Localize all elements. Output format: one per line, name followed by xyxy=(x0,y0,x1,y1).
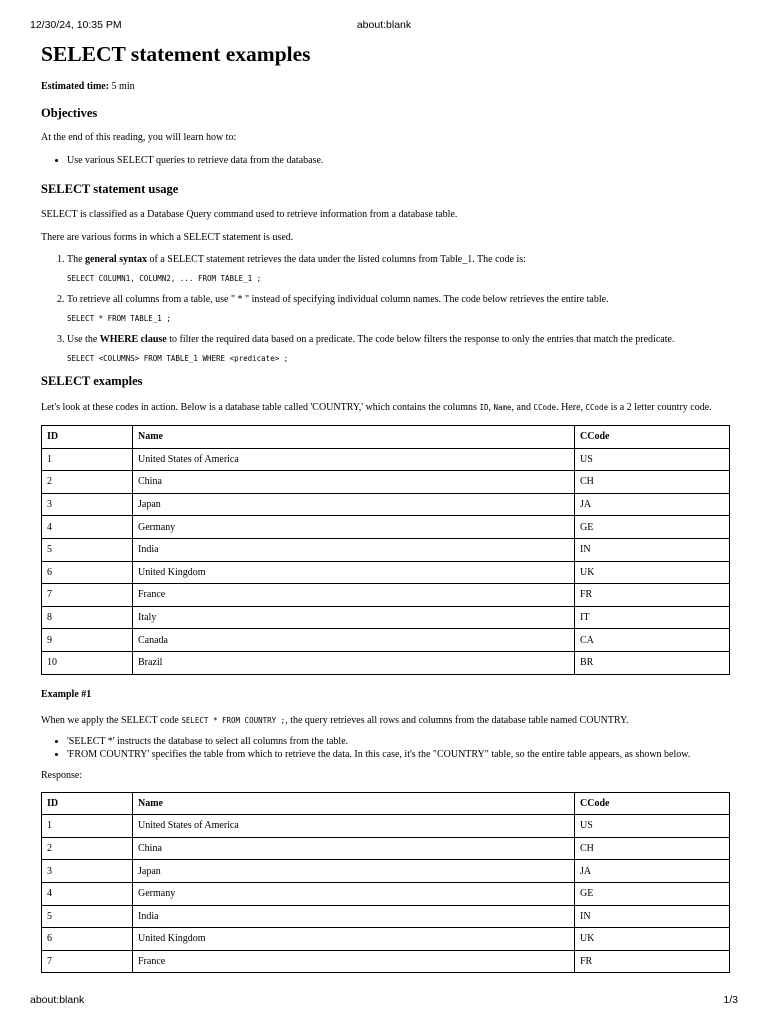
table-row xyxy=(42,516,730,539)
cell-name: India xyxy=(133,538,575,561)
cell-ccode: CH xyxy=(575,471,730,494)
cell-id: 7 xyxy=(42,584,133,607)
cell-ccode: GE xyxy=(575,882,730,905)
page-number: 1/3 xyxy=(723,994,738,1006)
table-row xyxy=(42,905,730,928)
estimated-time-value: 5 min xyxy=(109,81,135,92)
examples-heading: SELECT examples xyxy=(41,374,143,388)
table-row xyxy=(42,493,730,516)
intro-text: , xyxy=(488,402,494,413)
cell-name: Italy xyxy=(133,606,575,629)
cell-ccode: CA xyxy=(575,629,730,652)
cell-ccode: JA xyxy=(575,860,730,883)
print-datetime: 12/30/24, 10:35 PM xyxy=(30,19,122,31)
table-row xyxy=(42,584,730,607)
objectives-intro: At the end of this reading, you will learn how to: xyxy=(41,132,237,143)
estimated-time xyxy=(41,80,730,93)
example-1-bullet: • 'FROM COUNTRY' specifies the table from which to retrieve the data. In this case, it's the "COUNTRY" table, so the entire table appears, as shown below. xyxy=(67,748,730,761)
cell-name: Germany xyxy=(133,882,575,905)
country-table xyxy=(41,425,730,675)
table-row xyxy=(42,928,730,951)
cell-id: 4 xyxy=(42,516,133,539)
cell-id: 3 xyxy=(42,493,133,516)
example-1-bullet: • 'SELECT *' instructs the database to select all columns from the table. xyxy=(67,735,730,748)
code-example-3: SELECT <COLUMNS> FROM TABLE_1 WHERE <predicate> ; xyxy=(67,354,289,363)
step-3-text-end: to filter the required data based on a predicate. The code below filters the response to only the entries that match the predicate. xyxy=(166,334,675,345)
table-header-row xyxy=(42,426,730,449)
code-example-2: SELECT * FROM TABLE_1 ; xyxy=(67,314,171,323)
table-row xyxy=(42,606,730,629)
cell-ccode: FR xyxy=(575,584,730,607)
cell-id: 2 xyxy=(42,837,133,860)
print-url: about:blank xyxy=(356,19,412,31)
cell-name: Japan xyxy=(133,860,575,883)
print-header xyxy=(0,19,768,33)
table-row xyxy=(42,860,730,883)
cell-id: 2 xyxy=(42,471,133,494)
usage-step-3 xyxy=(67,333,730,364)
table-row xyxy=(42,815,730,838)
cell-name: United Kingdom xyxy=(133,561,575,584)
cell-id: 5 xyxy=(42,538,133,561)
table-row xyxy=(42,950,730,973)
cell-id: 4 xyxy=(42,882,133,905)
cell-name: China xyxy=(133,837,575,860)
cell-id: 1 xyxy=(42,448,133,471)
usage-steps xyxy=(41,253,730,364)
step-1-text: The xyxy=(67,254,86,265)
objective-item: • Use various SELECT queries to retrieve data from the database. xyxy=(67,154,730,167)
cell-ccode: IN xyxy=(575,538,730,561)
cell-ccode: US xyxy=(575,448,730,471)
code-ccode: CCode xyxy=(533,403,557,412)
table-row xyxy=(42,448,730,471)
table-row xyxy=(42,538,730,561)
cell-ccode: JA xyxy=(575,493,730,516)
example-1-text: When we apply the SELECT code xyxy=(41,714,182,726)
usage-paragraph-1: SELECT is classified as a Database Query command used to retrieve information from a database table. xyxy=(41,209,458,220)
example-1-bullets xyxy=(41,735,730,761)
cell-name: India xyxy=(133,905,575,928)
cell-name: China xyxy=(133,471,575,494)
code-name: Name xyxy=(493,403,512,412)
cell-id: 7 xyxy=(42,950,133,973)
response-table xyxy=(41,792,730,974)
step-1-text-end: of a SELECT statement retrieves the data under the listed columns from Table_1. The code is: xyxy=(147,254,526,265)
cell-name: France xyxy=(133,950,575,973)
example-1-heading: Example #1 xyxy=(41,688,92,700)
cell-ccode: FR xyxy=(575,950,730,973)
cell-id: 1 xyxy=(42,815,133,838)
intro-text: is a 2 letter country code. xyxy=(608,402,712,413)
cell-id: 10 xyxy=(42,651,133,674)
step-1-bold: general syntax xyxy=(85,254,147,265)
cell-id: 9 xyxy=(42,629,133,652)
cell-name: United States of America xyxy=(133,448,575,471)
cell-ccode: BR xyxy=(575,651,730,674)
cell-name: Japan xyxy=(133,493,575,516)
usage-step-2 xyxy=(67,293,730,324)
cell-ccode: GE xyxy=(575,516,730,539)
footer-url: about:blank xyxy=(30,994,85,1006)
table-row xyxy=(42,882,730,905)
page-title: SELECT statement examples xyxy=(41,42,311,66)
cell-id: 6 xyxy=(42,928,133,951)
cell-name: France xyxy=(133,584,575,607)
estimated-time-label: Estimated time: xyxy=(41,81,110,92)
column-header-name: Name xyxy=(133,792,575,815)
objectives-heading: Objectives xyxy=(41,106,98,120)
document-body xyxy=(41,40,730,973)
cell-ccode: UK xyxy=(575,928,730,951)
cell-name: Canada xyxy=(133,629,575,652)
cell-ccode: CH xyxy=(575,837,730,860)
step-2-text: To retrieve all columns from a table, use " * " instead of specifying individual column names. The code below retrieves the entire table. xyxy=(67,294,609,305)
table-row xyxy=(42,651,730,674)
table-row xyxy=(42,837,730,860)
intro-text: , and xyxy=(511,402,534,413)
step-3-text: Use the xyxy=(67,334,100,345)
column-header-ccode: CCode xyxy=(575,792,730,815)
cell-ccode: IN xyxy=(575,905,730,928)
code-id: ID xyxy=(479,403,489,412)
objectives-list xyxy=(41,154,730,167)
code-ccode: CCode xyxy=(585,403,609,412)
print-footer xyxy=(0,994,768,1008)
table-row xyxy=(42,471,730,494)
example-1-text-end: , the query retrieves all rows and columns from the database table named COUNTRY. xyxy=(285,714,629,726)
column-header-name: Name xyxy=(133,426,575,449)
example-1-intro xyxy=(41,714,730,727)
intro-text: . Here, xyxy=(556,402,586,413)
cell-id: 6 xyxy=(42,561,133,584)
cell-name: United Kingdom xyxy=(133,928,575,951)
usage-step-1 xyxy=(67,253,730,284)
response-label: Response: xyxy=(41,769,83,781)
cell-name: United States of America xyxy=(133,815,575,838)
cell-id: 5 xyxy=(42,905,133,928)
cell-ccode: UK xyxy=(575,561,730,584)
cell-ccode: US xyxy=(575,815,730,838)
code-example-1: SELECT COLUMN1, COLUMN2, ... FROM TABLE_1 ; xyxy=(67,274,262,283)
table-row xyxy=(42,629,730,652)
table-row xyxy=(42,561,730,584)
cell-name: Germany xyxy=(133,516,575,539)
cell-id: 8 xyxy=(42,606,133,629)
column-header-id: ID xyxy=(42,426,133,449)
intro-text: Let's look at these codes in action. Below is a database table called 'COUNTRY,' which contains the columns xyxy=(41,402,480,413)
example-1-code: SELECT * FROM COUNTRY ; xyxy=(181,715,286,725)
examples-intro xyxy=(41,401,730,414)
step-3-bold: WHERE clause xyxy=(99,334,167,345)
table-header-row xyxy=(42,792,730,815)
cell-name: Brazil xyxy=(133,651,575,674)
usage-paragraph-2: There are various forms in which a SELECT statement is used. xyxy=(41,232,294,243)
column-header-id: ID xyxy=(42,792,133,815)
column-header-ccode: CCode xyxy=(575,426,730,449)
usage-heading: SELECT statement usage xyxy=(41,182,179,196)
cell-ccode: IT xyxy=(575,606,730,629)
cell-id: 3 xyxy=(42,860,133,883)
